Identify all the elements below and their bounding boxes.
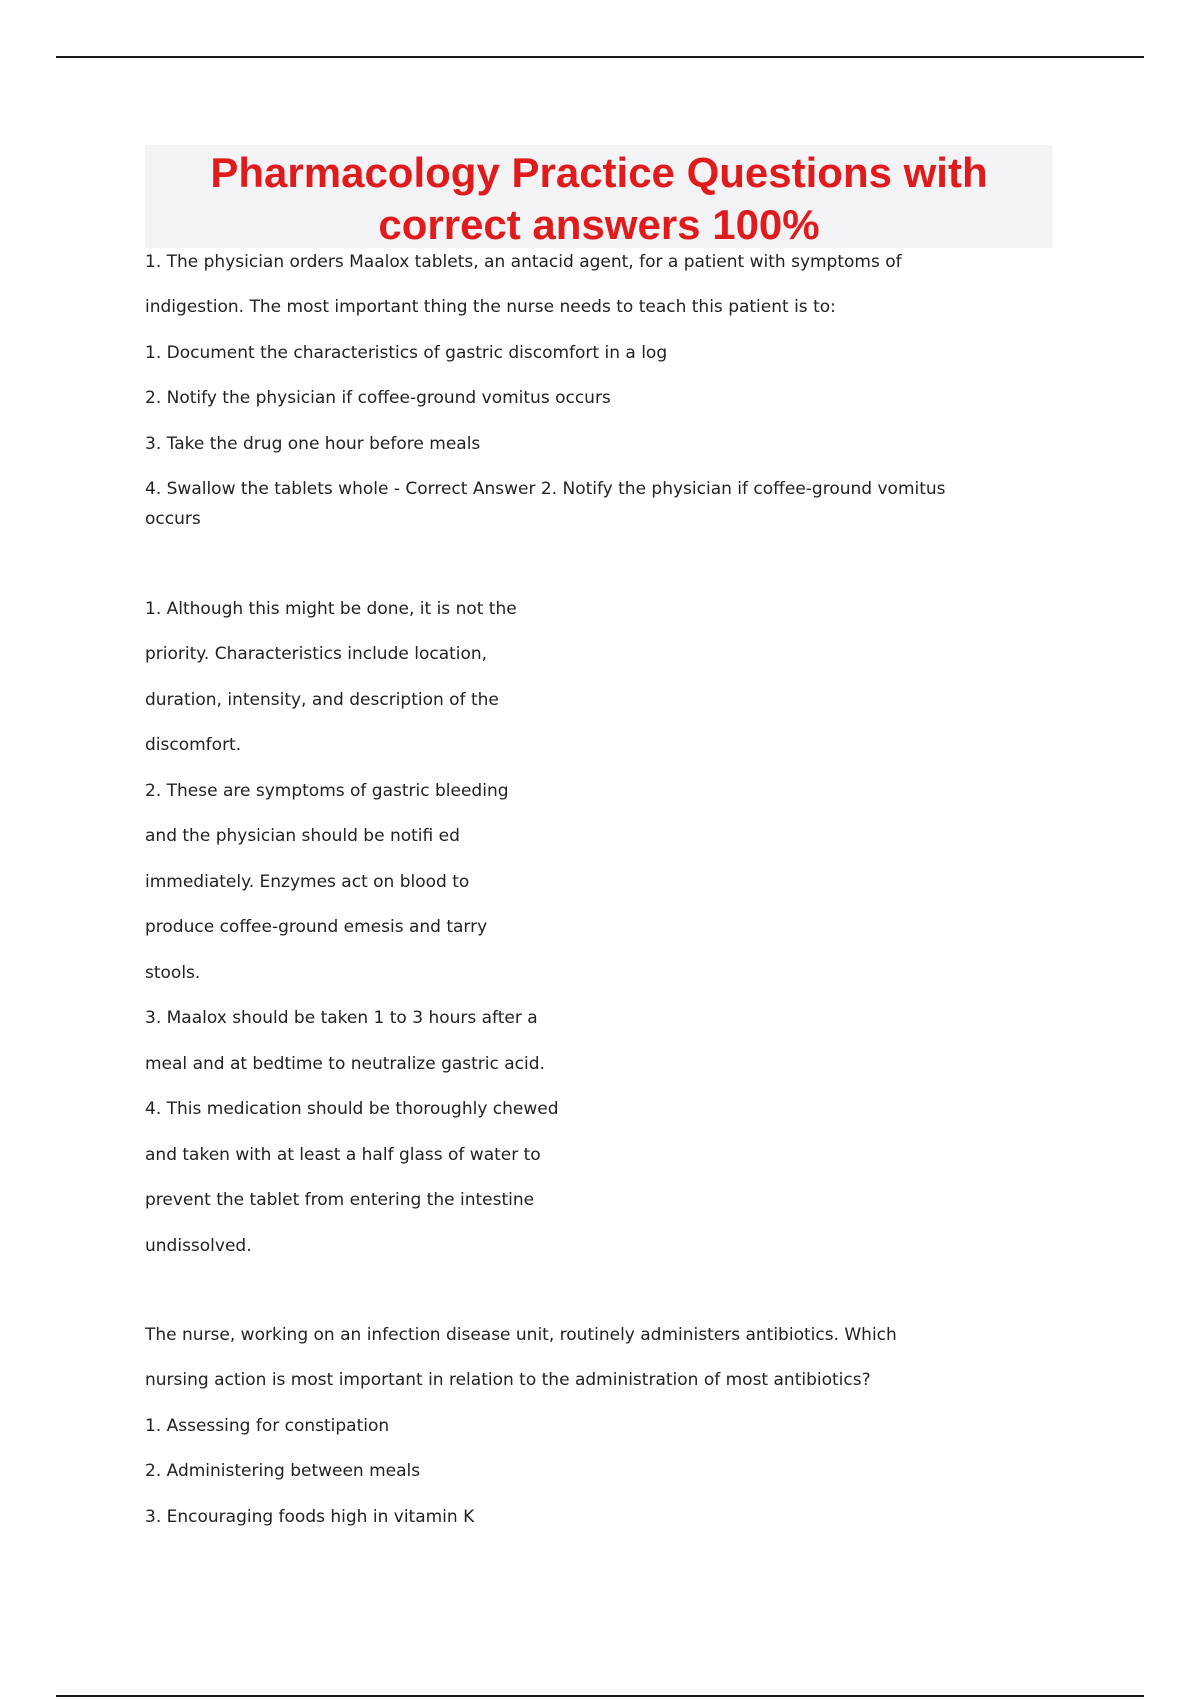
rationale-line: immediately. Enzymes act on blood to	[145, 872, 470, 892]
question-1-option-4-line-2: occurs	[145, 509, 201, 529]
rationale-line: discomfort.	[145, 735, 242, 755]
rationale-line: stools.	[145, 963, 201, 983]
title-banner	[145, 145, 1053, 248]
question-1-stem-line-1: 1. The physician orders Maalox tablets, an antacid agent, for a patient with symptoms of	[145, 252, 902, 272]
question-1-option-1: 1. Document the characteristics of gastric discomfort in a log	[145, 343, 668, 363]
question-2-option-3: 3. Encouraging foods high in vitamin K	[145, 1507, 475, 1527]
bottom-rule	[56, 1695, 1144, 1697]
rationale-line: produce coffee-ground emesis and tarry	[145, 917, 488, 937]
rationale-line: 4. This medication should be thoroughly chewed	[145, 1099, 559, 1119]
question-2-option-1: 1. Assessing for constipation	[145, 1416, 390, 1436]
rationale-line: undissolved.	[145, 1236, 252, 1256]
rationale-line: duration, intensity, and description of the	[145, 690, 499, 710]
question-2-stem-line-1: The nurse, working on an infection disease unit, routinely administers antibiotics. Which	[145, 1325, 897, 1345]
page-title: Pharmacology Practice Questions with correct answers 100%	[210, 149, 988, 248]
rationale-line: 1. Although this might be done, it is not the	[145, 599, 517, 619]
rationale-line: and the physician should be notifi ed	[145, 826, 460, 846]
question-2-option-2: 2. Administering between meals	[145, 1461, 421, 1481]
rationale-line: and taken with at least a half glass of water to	[145, 1145, 541, 1165]
question-1-stem-line-2: indigestion. The most important thing the nurse needs to teach this patient is to:	[145, 297, 836, 317]
rationale-line: priority. Characteristics include location,	[145, 644, 488, 664]
question-1-option-3: 3. Take the drug one hour before meals	[145, 434, 481, 454]
top-rule	[56, 56, 1144, 58]
rationale-line: 2. These are symptoms of gastric bleeding	[145, 781, 509, 801]
rationale-line: prevent the tablet from entering the intestine	[145, 1190, 535, 1210]
question-2-stem-line-2: nursing action is most important in relation to the administration of most antibiotics?	[145, 1370, 871, 1390]
question-1-option-4-line-1: 4. Swallow the tablets whole - Correct Answer 2. Notify the physician if coffee-ground vomitus	[145, 479, 946, 499]
question-1-option-2: 2. Notify the physician if coffee-ground vomitus occurs	[145, 388, 611, 408]
rationale-line: meal and at bedtime to neutralize gastric acid.	[145, 1054, 545, 1074]
rationale-line: 3. Maalox should be taken 1 to 3 hours after a	[145, 1008, 538, 1028]
